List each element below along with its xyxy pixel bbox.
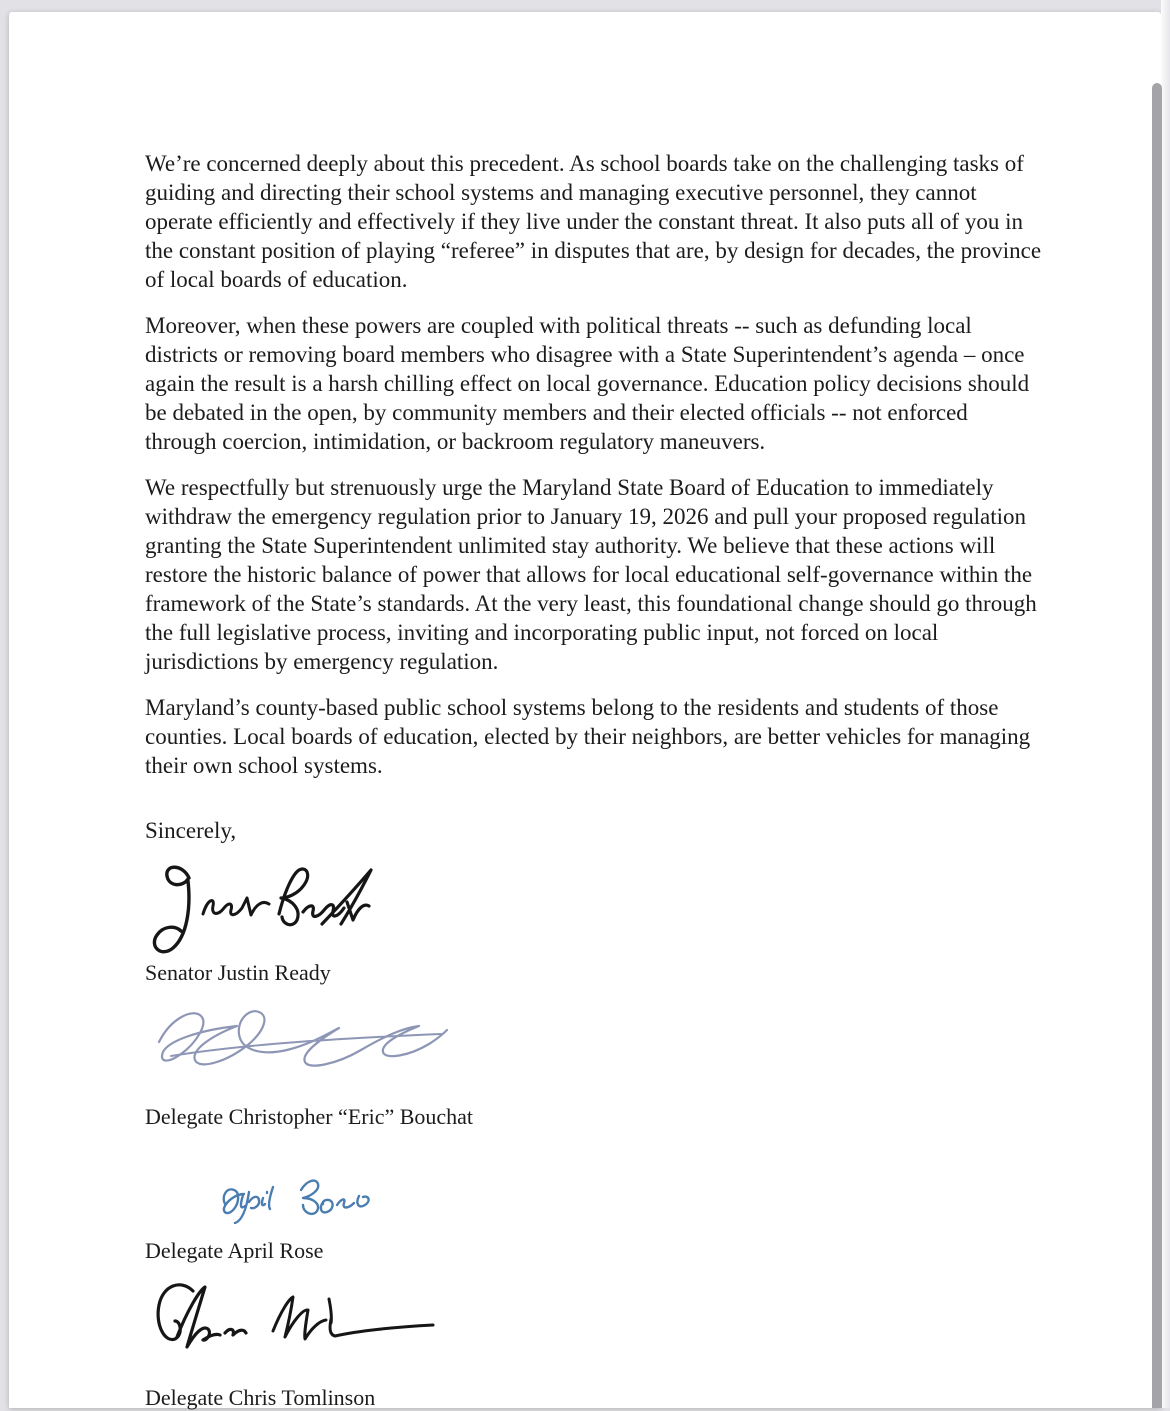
signatory-name: Delegate Christopher “Eric” Bouchat [145,1104,474,1129]
signatory-name: Senator Justin Ready [145,960,331,985]
eric-bouchat-signature [145,1004,457,1080]
scrollbar-thumb[interactable] [1152,83,1162,1408]
scrollbar-track[interactable] [1161,0,1170,1408]
letter-paragraph: We respectfully but strenuously urge the Maryland State Board of Education to immediately withdraw the emergency regulation prior to January 19, 2026 and pull your proposed regulation granting the State Superintendent unlimited stay authority. We believe that these actions will restore the historic balance of power that allows for local educational self-governance within the framework of the State’s standards. At the very least, this foundational change should go through the full legislative process, inviting and incorporating public input, not forced on local jurisdictions by emergency regulation. [145,475,1037,674]
signature-block-chris-tomlinson [145,1279,1045,1411]
chris-tomlinson-signature [145,1279,445,1361]
letter-body [145,149,1045,1411]
signatory-name: Delegate Chris Tomlinson [145,1385,376,1410]
letter-paragraph: Moreover, when these powers are coupled with political threats -- such as defunding local districts or removing board members who disagree with a State Superintendent’s agenda – once again the result is a harsh chilling effect on local governance. Education policy decisions should be debated in the open, by community members and their elected officials -- not enforced through coercion, intimidation, or backroom regulatory maneuvers. [145,313,1030,454]
letter-paragraph: We’re concerned deeply about this precedent. As school boards take on the challenging tasks of guiding and directing their school systems and managing executive personnel, they cannot operate efficiently and effectively if they live under the constant threat. It also puts all of you in the constant position of playing “referee” in disputes that are, by design for decades, the province of local boards of education. [145,151,1042,292]
signature-block-april-rose [145,1174,1045,1264]
signatory-name: Delegate April Rose [145,1238,324,1263]
signature-block-justin-ready [145,862,1045,986]
letter-page [9,12,1161,1408]
april-rose-signature [213,1174,385,1224]
closing-salutation: Sincerely, [145,818,237,843]
letter-paragraph: Maryland’s county-based public school systems belong to the residents and students of those counties. Local boards of education, elected by their neighbors, are better vehicles for managing their own school systems. [145,695,1031,778]
justin-ready-signature [145,862,377,954]
signature-block-eric-bouchat [145,1004,1045,1130]
